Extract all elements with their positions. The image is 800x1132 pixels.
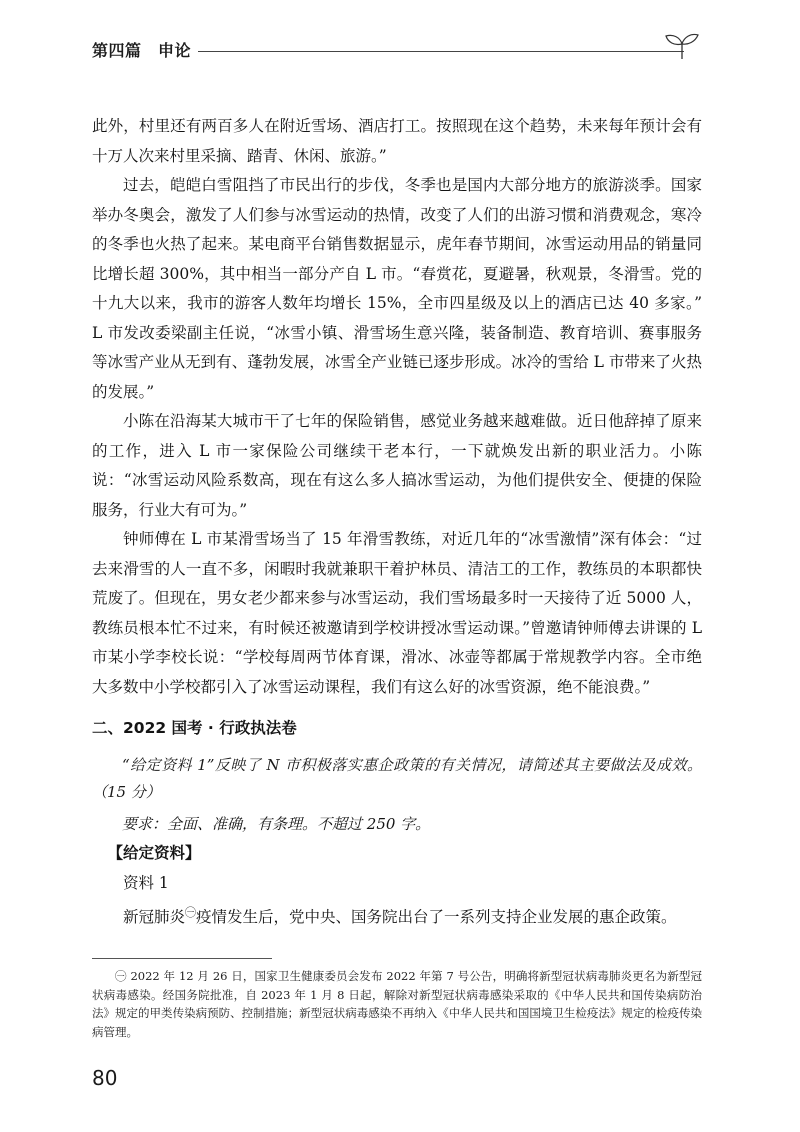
material-text: 疫情发生后，党中央、国务院出台了一系列支持企业发展的惠企政策。	[196, 908, 677, 927]
paragraph: 小陈在沿海某大城市干了七年的保险销售，感觉业务越来越难做。近日他辞掉了原来的工作，进入 L 市一家保险公司继续干老本行，一下就焕发出新的职业活力。小陈说：“冰雪运动风险系数高，现在有这么多人搞冰雪运动，为他们提供安全、便捷的保险服务，行业大有可为。”	[92, 412, 702, 519]
page-header	[92, 30, 692, 60]
running-title: 第四篇 申论	[92, 41, 192, 60]
requirement-text: 要求：全面、准确，有条理。不超过 250 字。	[122, 815, 431, 833]
footnote-marker: ㊀	[185, 906, 197, 919]
given-materials-label: 【给定资料】	[107, 844, 201, 862]
paragraph: 钟师傅在 L 市某滑雪场当了 15 年滑雪教练，对近几年的“冰雪激情”深有体会：“过去来滑雪的人一直不多，闲暇时我就兼职干着护林员、清洁工的工作，教练员的本职都快荒废了。但现在，男女老少都来参与冰雪运动，我们雪场最多时一天接待了近 5000 人，教练员根本忙不过来，有时候还被邀请到学校讲授冰雪运动课。”曾邀请钟师傅去讲课的 L 市某小学李校长说：“学校每周两节体育课，滑冰、冰壶等都属于常规教学内容。全市绝大多数中小学校都引入了冰雪运动课程，我们有这么好的冰雪资源，绝不能浪费。”	[92, 530, 702, 696]
section-heading: 二、2022 国考 · 行政执法卷	[92, 719, 297, 737]
sprout-icon	[662, 30, 702, 60]
page-body	[92, 112, 702, 932]
material-paragraph	[92, 898, 702, 932]
header-rule	[198, 51, 684, 52]
material-label: 资料 1	[123, 874, 169, 892]
paragraph: 此外，村里还有两百多人在附近雪场、酒店打工。按照现在这个趋势，未来每年预计会有十万人次来村里采摘、踏青、休闲、旅游。”	[92, 117, 702, 165]
footnote-text: ㊀ 2022 年 12 月 26 日，国家卫生健康委员会发布 2022 年第 7 号公告，明确将新型冠状病毒肺炎更名为新型冠状病毒感染。经国务院批准，自 2023 年 1 月 8 日起，解除对新型冠状病毒感染采取的《中华人民共和国传染病防治法》规定的甲类传染病预防、控制措施；新型冠状病毒感染不再纳入《中华人民共和国国境卫生检疫法》规定的检疫传染病管理。	[92, 969, 702, 1039]
material-text: 新冠肺炎	[123, 908, 186, 927]
footnote-rule	[92, 958, 272, 959]
question-text: “给定资料 1”反映了 N 市积极落实惠企政策的有关情况，请简述其主要做法及成效。（15 分）	[92, 756, 702, 801]
footnote	[92, 958, 702, 1041]
paragraph: 过去，皑皑白雪阻挡了市民出行的步伐，冬季也是国内大部分地方的旅游淡季。国家举办冬奥会，激发了人们参与冰雪运动的热情，改变了人们的出游习惯和消费观念，寒冷的冬季也火热了起来。某电商平台销售数据显示，虎年春节期间，冰雪运动用品的销量同比增长超 300%，其中相当一部分产自 L 市。“春赏花，夏避暑，秋观景，冬滑雪。党的十九大以来，我市的游客人数年均增长 15%，全市四星级及以上的酒店已达 40 多家。” L 市发改委梁副主任说，“冰雪小镇、滑雪场生意兴隆，装备制造、教育培训、赛事服务等冰雪产业从无到有、蓬勃发展，冰雪全产业链已逐步形成。冰冷的雪给 L 市带来了火热的发展。”	[92, 176, 702, 401]
page-number: 80	[92, 1066, 118, 1090]
